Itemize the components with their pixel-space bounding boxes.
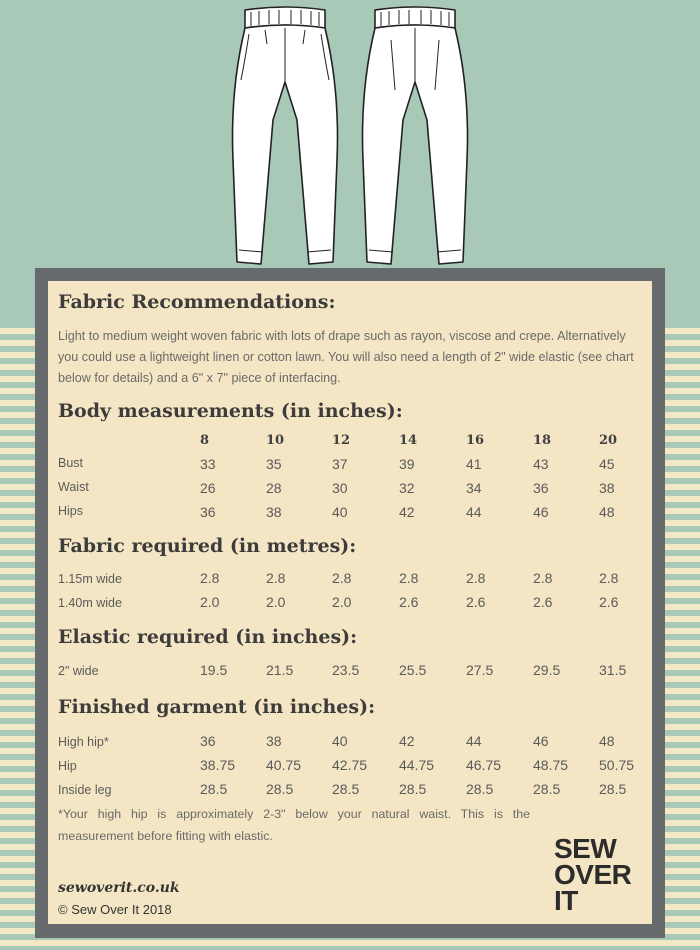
table-cell: 45 xyxy=(599,456,615,472)
table-cell: 19.5 xyxy=(200,662,228,678)
table-cell: 38 xyxy=(266,504,282,520)
logo-line-1: SEW xyxy=(554,833,617,864)
row-label: High hip* xyxy=(58,735,109,749)
table-cell: 42.75 xyxy=(332,757,368,773)
table-cell: 28.5 xyxy=(466,781,494,797)
table-cell: 46 xyxy=(533,504,549,520)
table-cell: 26 xyxy=(200,480,216,496)
table-cell: 28.5 xyxy=(599,781,627,797)
fabric-recommendations-text: Light to medium weight woven fabric with lots of drape such as rayon, viscose and crepe. Alternatively you could use a lightweight linen or cotton lawn. You will also need a length of 2" wide elastic (see chart below for details) and a 6" x 7" piece of interfacing. xyxy=(58,329,634,385)
table-cell: 33 xyxy=(200,456,216,472)
table-cell: 48 xyxy=(599,733,615,749)
table-cell: 23.5 xyxy=(332,662,360,678)
table-cell: 2.8 xyxy=(200,570,220,586)
table-cell: 46.75 xyxy=(466,757,502,773)
fabric-required-heading: Fabric required (in metres): xyxy=(58,535,357,557)
table-cell: 38 xyxy=(266,733,282,749)
table-cell: 42 xyxy=(399,733,415,749)
logo-line-3: IT xyxy=(554,885,578,916)
table-cell: 40 xyxy=(332,504,348,520)
table-cell: 37 xyxy=(332,456,348,472)
table-cell: 28.5 xyxy=(533,781,561,797)
table-cell: 2.6 xyxy=(466,594,486,610)
size-header-cell: 8 xyxy=(200,433,210,448)
row-label: Hip xyxy=(58,759,77,773)
table-cell: 2.0 xyxy=(266,594,286,610)
table-cell: 2.8 xyxy=(533,570,553,586)
table-cell: 48.75 xyxy=(533,757,569,773)
table-cell: 31.5 xyxy=(599,662,627,678)
size-header-cell: 14 xyxy=(399,433,418,448)
table-cell: 2.0 xyxy=(332,594,352,610)
table-cell: 36 xyxy=(200,733,216,749)
table-cell: 40.75 xyxy=(266,757,302,773)
table-cell: 34 xyxy=(466,480,482,496)
table-cell: 48 xyxy=(599,504,615,520)
table-cell: 25.5 xyxy=(399,662,427,678)
table-cell: 2.8 xyxy=(599,570,619,586)
row-label: Hips xyxy=(58,504,84,518)
table-cell: 44 xyxy=(466,504,482,520)
fabric-recommendations-heading: Fabric Recommendations: xyxy=(58,291,336,313)
table-cell: 28.5 xyxy=(332,781,360,797)
table-cell: 36 xyxy=(200,504,216,520)
table-cell: 29.5 xyxy=(533,662,561,678)
table-cell: 44.75 xyxy=(399,757,435,773)
table-cell: 39 xyxy=(399,456,415,472)
row-label: 1.40m wide xyxy=(58,596,122,610)
table-cell: 2.8 xyxy=(266,570,286,586)
table-cell: 2.6 xyxy=(399,594,419,610)
copyright-text: © Sew Over It 2018 xyxy=(58,902,172,917)
size-header-cell: 20 xyxy=(599,433,618,448)
row-label: Waist xyxy=(58,480,89,494)
finished-garment-heading: Finished garment (in inches): xyxy=(58,696,376,718)
table-cell: 38.75 xyxy=(200,757,236,773)
table-cell: 36 xyxy=(533,480,549,496)
trousers-illustration xyxy=(225,0,475,272)
table-cell: 21.5 xyxy=(266,662,294,678)
table-cell: 27.5 xyxy=(466,662,494,678)
size-header-cell: 12 xyxy=(332,433,351,448)
table-cell: 28.5 xyxy=(399,781,427,797)
table-cell: 2.6 xyxy=(533,594,553,610)
high-hip-footnote: *Your high hip is approximately 2-3" below your natural waist. This is the measurement before fitting with elastic. xyxy=(58,807,530,843)
table-cell: 41 xyxy=(466,456,482,472)
table-cell: 42 xyxy=(399,504,415,520)
table-cell: 2.6 xyxy=(599,594,619,610)
size-header-cell: 16 xyxy=(466,433,485,448)
row-label: Bust xyxy=(58,456,84,470)
size-header-cell: 18 xyxy=(533,433,552,448)
table-cell: 40 xyxy=(332,733,348,749)
logo-line-2: OVER xyxy=(554,859,632,890)
table-cell: 28 xyxy=(266,480,282,496)
sew-over-it-logo xyxy=(554,833,644,916)
size-header-cell: 10 xyxy=(266,433,285,448)
table-cell: 30 xyxy=(332,480,348,496)
row-label: 1.15m wide xyxy=(58,572,122,586)
table-cell: 50.75 xyxy=(599,757,635,773)
table-cell: 38 xyxy=(599,480,615,496)
table-cell: 2.8 xyxy=(332,570,352,586)
table-cell: 2.8 xyxy=(466,570,486,586)
table-cell: 32 xyxy=(399,480,415,496)
table-cell: 43 xyxy=(533,456,549,472)
table-cell: 2.8 xyxy=(399,570,419,586)
table-cell: 28.5 xyxy=(266,781,294,797)
website-link[interactable]: sewoverit.co.uk xyxy=(58,880,180,896)
row-label: 2" wide xyxy=(58,664,99,678)
row-label: Inside leg xyxy=(58,783,112,797)
table-cell: 46 xyxy=(533,733,549,749)
table-cell: 2.0 xyxy=(200,594,220,610)
table-cell: 35 xyxy=(266,456,282,472)
table-cell: 28.5 xyxy=(200,781,228,797)
elastic-required-heading: Elastic required (in inches): xyxy=(58,626,358,648)
table-cell: 44 xyxy=(466,733,482,749)
body-measurements-heading: Body measurements (in inches): xyxy=(58,400,403,422)
